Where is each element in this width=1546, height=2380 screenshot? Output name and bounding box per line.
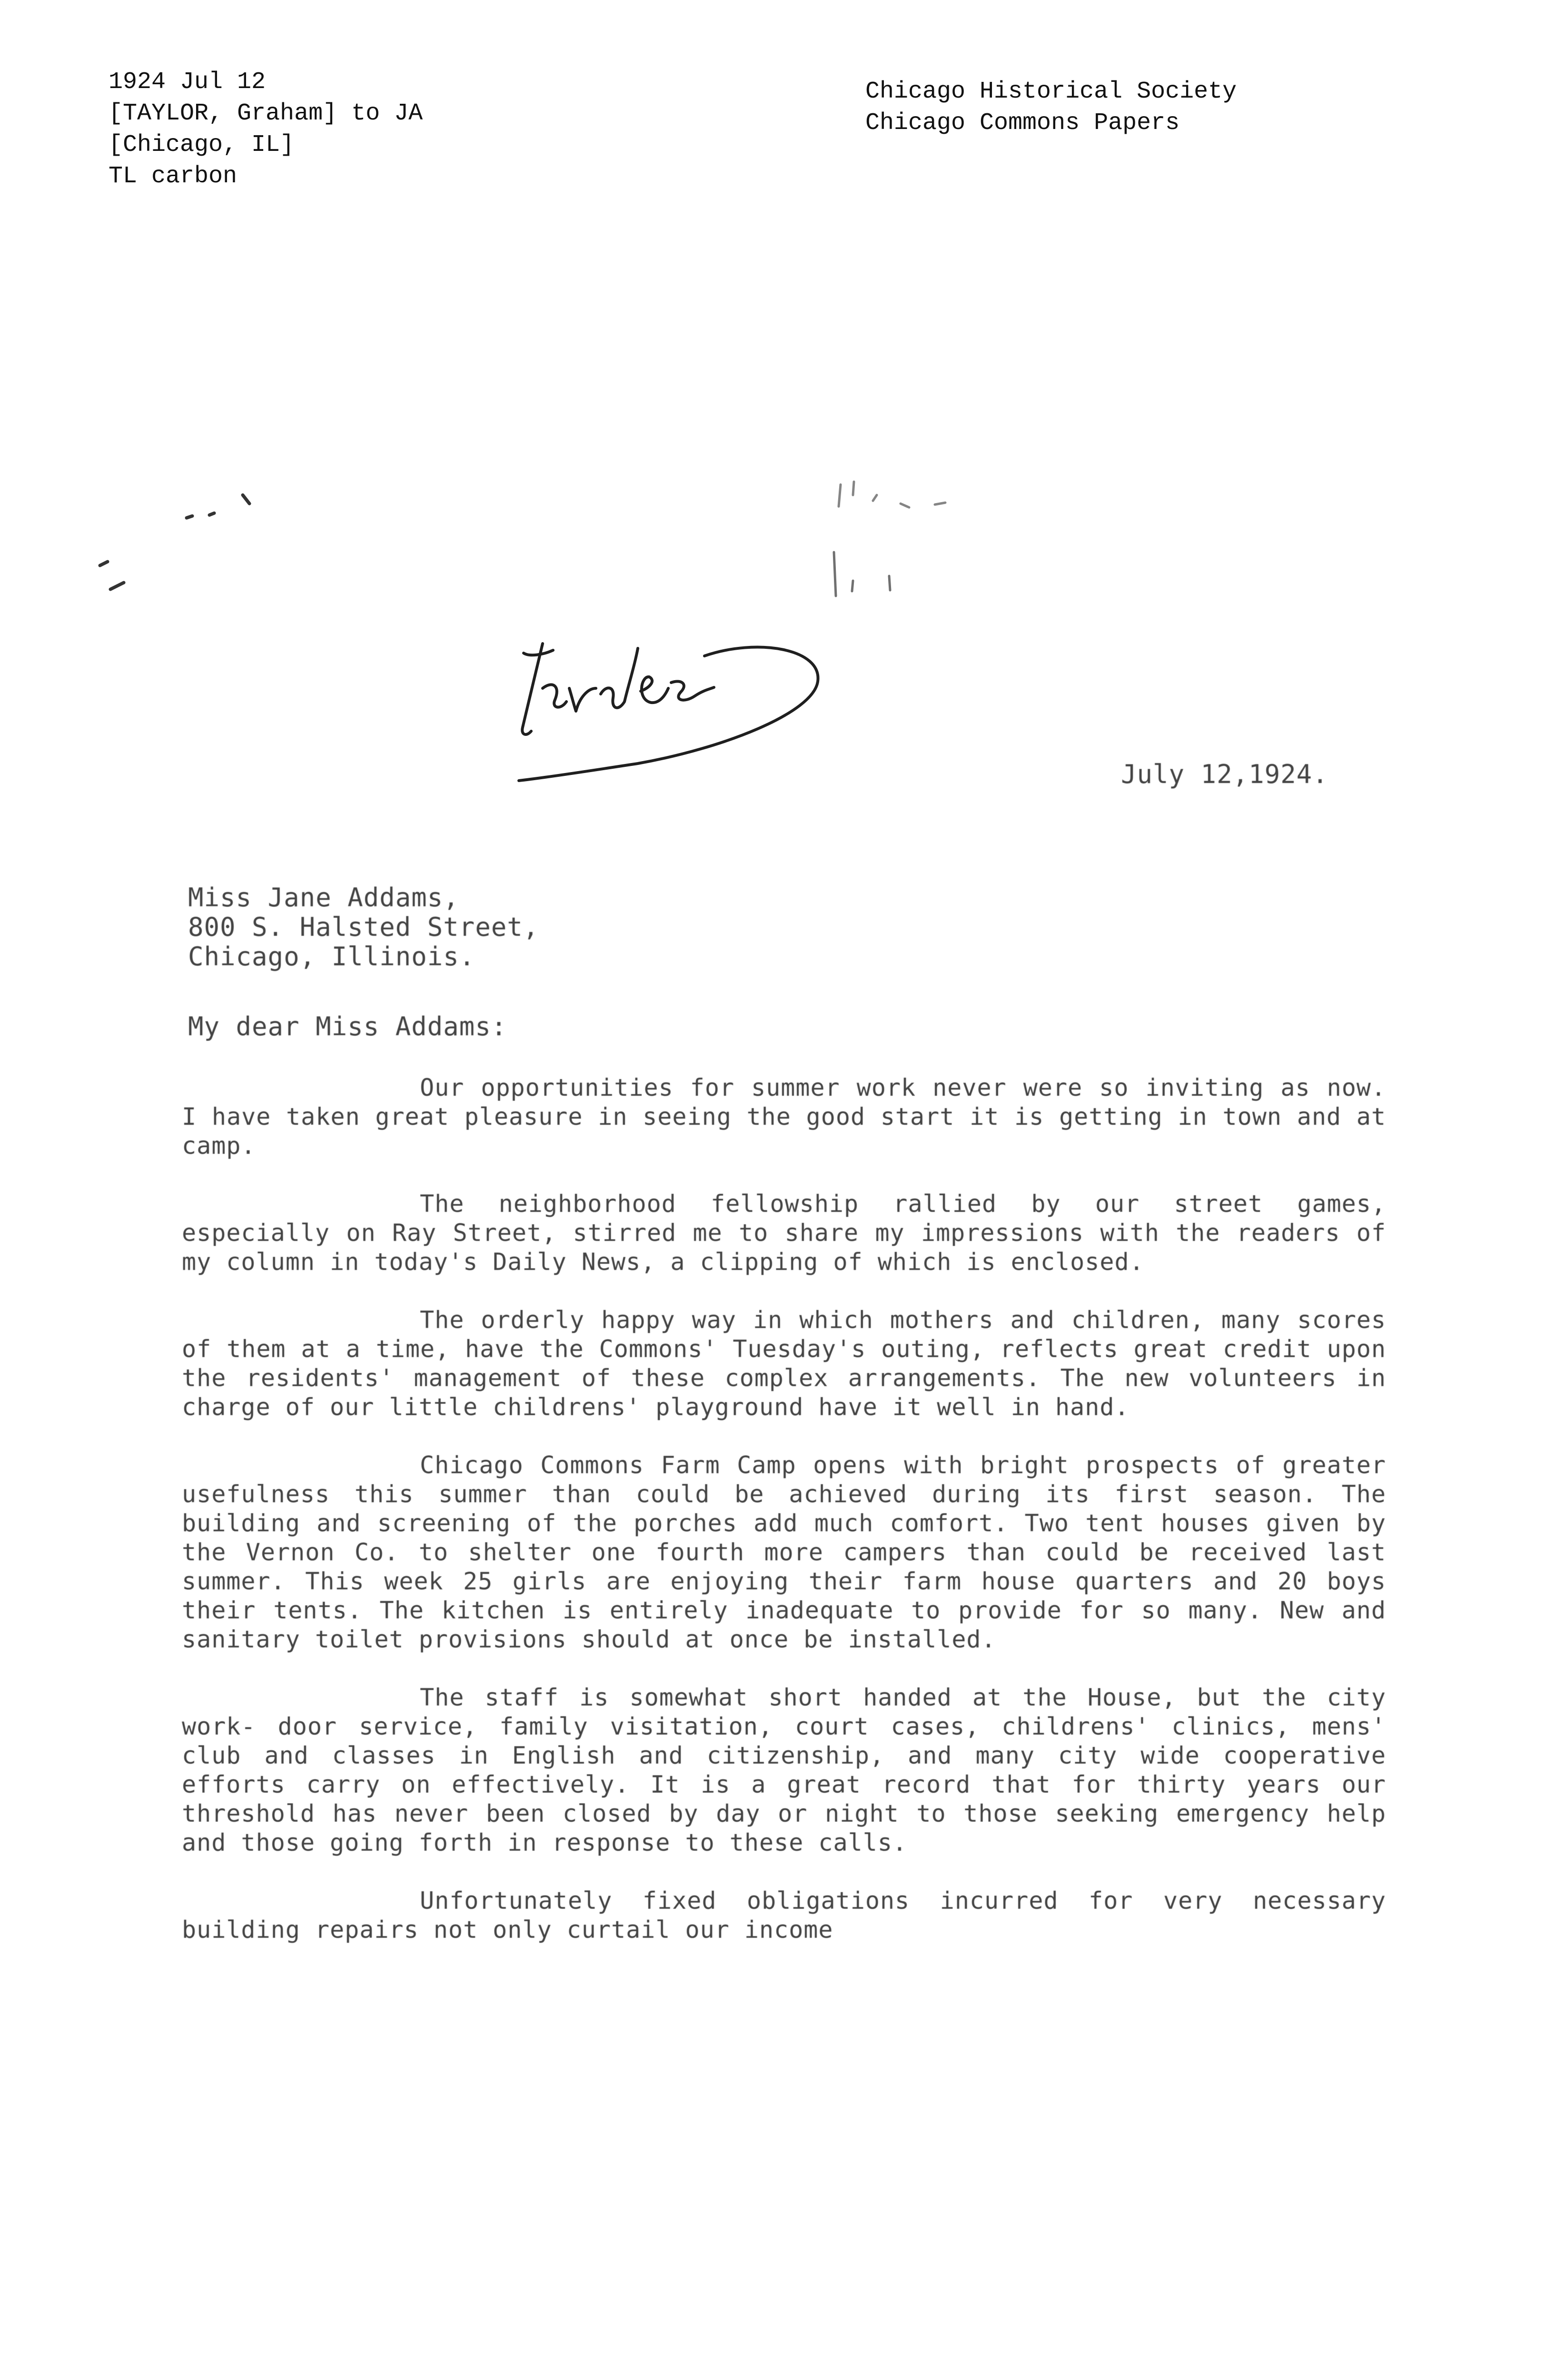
archive-collection: Chicago Commons Papers [865,109,1180,137]
stray-marks [100,482,945,596]
recipient-address [188,883,539,972]
letter-date: July 12,1924. [1121,759,1328,789]
archive-metadata [109,67,423,192]
body-paragraph: The orderly happy way in which mothers and children, many scores of them at a time, have the Commons' Tuesday's outing, reflects great credit upon the residents' management of these complex arrangements. The new volunteers in charge of our little childrens' playground have it well in hand. [182,1306,1386,1421]
letter-body [182,1073,1386,1973]
body-paragraph: Chicago Commons Farm Camp opens with bright prospects of greater usefulness this summer than could be achieved during its first season. The building and screening of the porches add much comfort. Two tent houses given by the Vernon Co. to shelter one fourth more campers than could be received last summer. This week 25 girls are enjoying their farm house quarters and 20 boys their tents. The kitchen is entirely inadequate to provide for so many. New and sanitary toilet provisions should at once be installed. [182,1451,1386,1653]
salutation: My dear Miss Addams: [188,1012,507,1041]
archive-date: 1924 Jul 12 [109,69,266,96]
archive-correspondents: [TAYLOR, Graham] to JA [109,100,423,127]
body-paragraph: Our opportunities for summer work never were so inviting as now. I have taken great pleasure in seeing the good start it is getting in town and at camp. [182,1074,1386,1160]
address-line: Miss Jane Addams, [188,883,459,912]
handwritten-name-flourish [519,644,818,781]
archive-source [865,76,1237,139]
archive-repository: Chicago Historical Society [865,78,1237,105]
body-paragraph: The neighborhood fellowship rallied by our street games, especially on Ray Street, stirred me to share my impressions with the readers of my column in today's Daily News, a clipping of which is enclosed. [182,1190,1386,1276]
body-paragraph: The staff is somewhat short handed at the House, but the city work- door service, family visitation, court cases, childrens' clinics, mens' club and classes in English and citizenship, and many city wide cooperative efforts carry on effectively. It is a great record that for thirty years our threshold has never been closed by day or night to those seeking emergency help and those going forth in response to these calls. [182,1684,1386,1856]
archive-place: [Chicago, IL] [109,131,295,159]
address-line: Chicago, Illinois. [188,942,476,972]
address-line: 800 S. Halsted Street, [188,912,539,942]
body-paragraph: Unfortunately fixed obligations incurred for very necessary building repairs not only curtail our income [182,1887,1386,1944]
archive-format: TL carbon [109,163,238,190]
